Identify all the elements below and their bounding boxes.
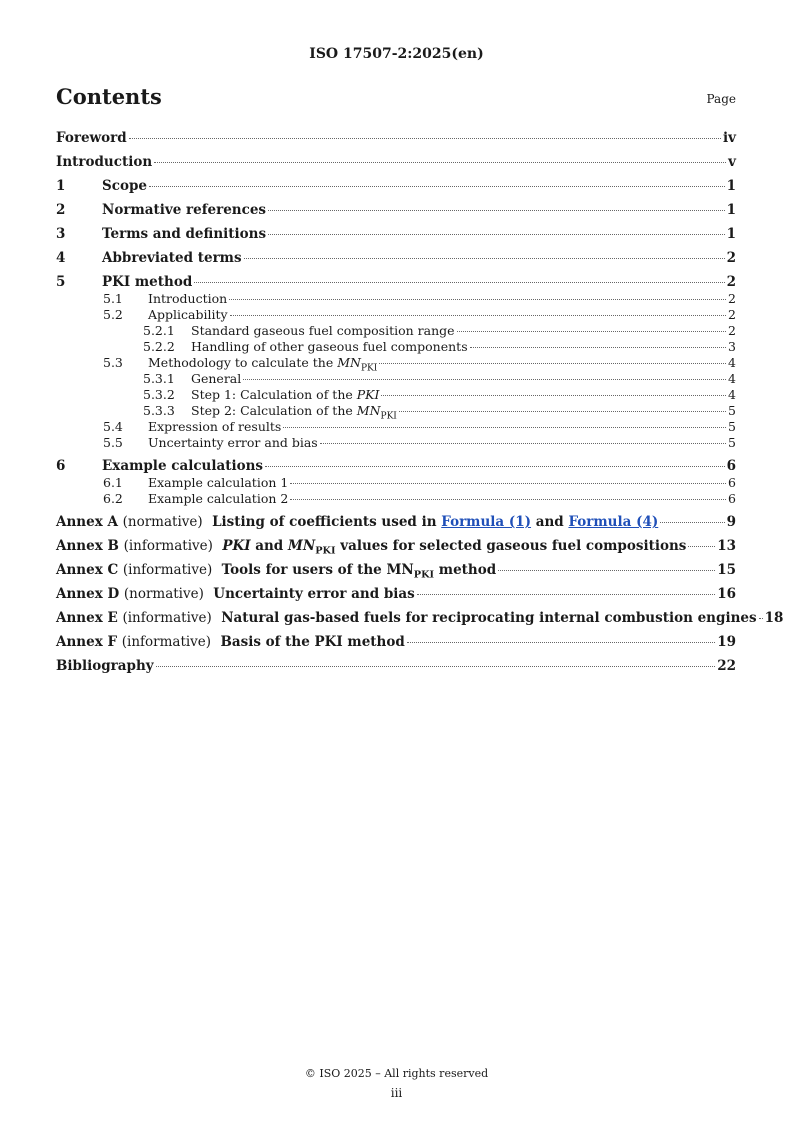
dot-leader	[149, 186, 725, 187]
toc-page: v	[728, 154, 736, 170]
dot-leader	[381, 395, 726, 396]
toc-page: 6	[728, 491, 736, 506]
page-column-label: Page	[706, 92, 736, 106]
toc-entry-5-2-2[interactable]	[56, 339, 736, 355]
dot-leader	[283, 427, 726, 428]
toc-entry-6-1[interactable]	[56, 475, 736, 491]
toc-number: 5.3.2	[143, 387, 175, 402]
toc-number: 4	[56, 250, 66, 266]
dot-leader	[156, 666, 716, 667]
toc-number: 5.3.1	[143, 371, 175, 386]
dot-leader	[194, 282, 724, 283]
toc-entry-5-3-2[interactable]	[56, 387, 736, 403]
toc-number: 1	[56, 178, 66, 194]
toc-entry-5-2[interactable]	[56, 307, 736, 323]
toc-page: 19	[717, 634, 736, 650]
toc-entry-annex-d[interactable]	[56, 585, 736, 609]
toc-number: 5.2.1	[143, 323, 175, 338]
toc-entry-annex-c[interactable]	[56, 561, 736, 585]
toc-page: 18	[764, 610, 784, 626]
toc-number: 6.2	[103, 491, 123, 506]
toc-label: Step 1: Calculation of the PKI	[191, 387, 380, 402]
toc-number: 5	[56, 274, 66, 290]
dot-leader	[290, 483, 726, 484]
toc-label: General	[191, 371, 242, 386]
toc-label: Annex B (informative) PKI and $MN_{PKI}$ values for selected gaseous fuel compositions	[56, 538, 687, 557]
toc-page: 2	[726, 274, 736, 290]
toc-number: 5.3.3	[143, 403, 175, 418]
toc-entry-annex-e[interactable]	[56, 609, 784, 633]
toc-page: 4	[728, 355, 736, 370]
dot-leader	[244, 258, 725, 259]
toc-page: 2	[726, 250, 736, 266]
dot-leader	[243, 379, 726, 380]
toc-number: 5.1	[103, 291, 123, 306]
toc-page: 1	[726, 178, 736, 194]
toc-label: Example calculation 2	[148, 491, 289, 506]
toc-label: Annex A (normative) Listing of coefficients used in Formula (1) and Formula (4)	[56, 514, 659, 530]
toc-page: 9	[726, 514, 736, 530]
toc-page: 5	[728, 419, 736, 434]
toc-label: Abbreviated terms	[102, 250, 242, 266]
dot-leader	[498, 570, 715, 571]
toc-label: Bibliography	[56, 658, 154, 674]
dot-leader	[268, 210, 725, 211]
copyright-notice: © ISO 2025 – All rights reserved	[304, 1067, 489, 1080]
dot-leader	[154, 162, 726, 163]
dot-leader	[688, 546, 715, 547]
toc-entry-scope[interactable]	[56, 177, 736, 201]
toc-entry-annex-b[interactable]	[56, 537, 736, 561]
toc-entry-5-3-1[interactable]	[56, 371, 736, 387]
toc-entry-introduction[interactable]	[56, 153, 736, 177]
toc-label: Scope	[102, 178, 148, 194]
toc-entry-5-3-3[interactable]	[56, 403, 736, 422]
toc-label: Annex D (normative) Uncertainty error and bias	[56, 586, 415, 602]
toc-label: Introduction	[148, 291, 228, 306]
formula-1-link[interactable]: Formula (1)	[441, 514, 532, 530]
toc-page: 16	[717, 586, 736, 602]
toc-label: Applicability	[148, 307, 228, 322]
toc-label: Foreword	[56, 130, 127, 146]
toc-label: Example calculation 1	[148, 475, 289, 490]
toc-number: 2	[56, 202, 66, 218]
toc-number: 3	[56, 226, 66, 242]
toc-page: 15	[717, 562, 736, 578]
toc-page: iv	[723, 130, 736, 146]
dot-leader	[229, 299, 726, 300]
toc-page: 13	[717, 538, 736, 554]
toc-entry-example-calculations[interactable]	[56, 457, 736, 475]
toc-label: Terms and definitions	[102, 226, 267, 242]
toc-entry-normative-references[interactable]	[56, 201, 736, 225]
document-header: ISO 17507-2:2025(en)	[309, 46, 484, 62]
toc-page: 6	[726, 458, 736, 474]
dot-leader	[320, 443, 726, 444]
dot-leader	[399, 411, 726, 412]
toc-page: 6	[728, 475, 736, 490]
dot-leader	[660, 522, 724, 523]
toc-label: Standard gaseous fuel composition range	[191, 323, 455, 338]
toc-label: Expression of results	[148, 419, 282, 434]
table-of-contents	[56, 129, 784, 681]
toc-label: Introduction	[56, 154, 153, 170]
toc-entry-5-3[interactable]	[56, 355, 736, 374]
toc-page: 1	[726, 202, 736, 218]
toc-label: Annex C (informative) Tools for users of the $MN_{PKI}$ method	[56, 562, 497, 581]
toc-entry-5-1[interactable]	[56, 291, 736, 307]
toc-page: 2	[728, 291, 736, 306]
toc-entry-annex-a[interactable]	[56, 513, 736, 537]
dot-leader	[759, 618, 763, 619]
dot-leader	[268, 234, 725, 235]
toc-entry-bibliography[interactable]	[56, 657, 736, 681]
toc-label: Annex F (informative) Basis of the PKI method	[56, 634, 405, 650]
toc-page: 1	[726, 226, 736, 242]
formula-4-link[interactable]: Formula (4)	[568, 514, 659, 530]
page-title: Contents	[56, 84, 162, 109]
dot-leader	[457, 331, 727, 332]
toc-label: Example calculations	[102, 458, 264, 474]
dot-leader	[379, 363, 726, 364]
toc-entry-5-2-1[interactable]	[56, 323, 736, 339]
toc-entry-foreword[interactable]	[56, 129, 736, 153]
toc-page: 5	[728, 435, 736, 450]
page-number: iii	[390, 1086, 403, 1100]
toc-label: Annex E (informative) Natural gas-based fuels for reciprocating internal combustion engines	[56, 610, 757, 626]
toc-entry-terms-definitions[interactable]	[56, 225, 736, 249]
dot-leader	[417, 594, 715, 595]
toc-number: 5.2.2	[143, 339, 175, 354]
toc-page: 4	[728, 387, 736, 402]
toc-label: Normative references	[102, 202, 267, 218]
toc-entry-6-2[interactable]	[56, 491, 736, 507]
toc-entry-5-5[interactable]	[56, 435, 736, 451]
toc-label: Step 2: Calculation of the $MN_{PKI}$	[191, 403, 397, 422]
toc-number: 5.2	[103, 307, 123, 322]
toc-number: 5.4	[103, 419, 123, 434]
toc-number: 5.5	[103, 435, 123, 450]
toc-page: 2	[728, 323, 736, 338]
toc-page: 3	[728, 339, 736, 354]
toc-page: 2	[728, 307, 736, 322]
toc-entry-abbreviated-terms[interactable]	[56, 249, 736, 273]
toc-number: 6.1	[103, 475, 123, 490]
dot-leader	[470, 347, 726, 348]
toc-label: Methodology to calculate the $MN_{PKI}$	[148, 355, 378, 374]
dot-leader	[265, 466, 725, 467]
toc-page: 22	[717, 658, 736, 674]
dot-leader	[129, 138, 721, 139]
toc-page: 4	[728, 371, 736, 386]
dot-leader	[407, 642, 715, 643]
toc-entry-pki-method[interactable]	[56, 273, 736, 291]
toc-label: Uncertainty error and bias	[148, 435, 318, 450]
toc-entry-annex-f[interactable]	[56, 633, 736, 657]
dot-leader	[230, 315, 726, 316]
toc-number: 6	[56, 458, 66, 474]
dot-leader	[290, 499, 726, 500]
toc-label: PKI method	[102, 274, 193, 290]
toc-number: 5.3	[103, 355, 123, 370]
toc-label: Handling of other gaseous fuel components	[191, 339, 468, 354]
toc-page: 5	[728, 403, 736, 418]
